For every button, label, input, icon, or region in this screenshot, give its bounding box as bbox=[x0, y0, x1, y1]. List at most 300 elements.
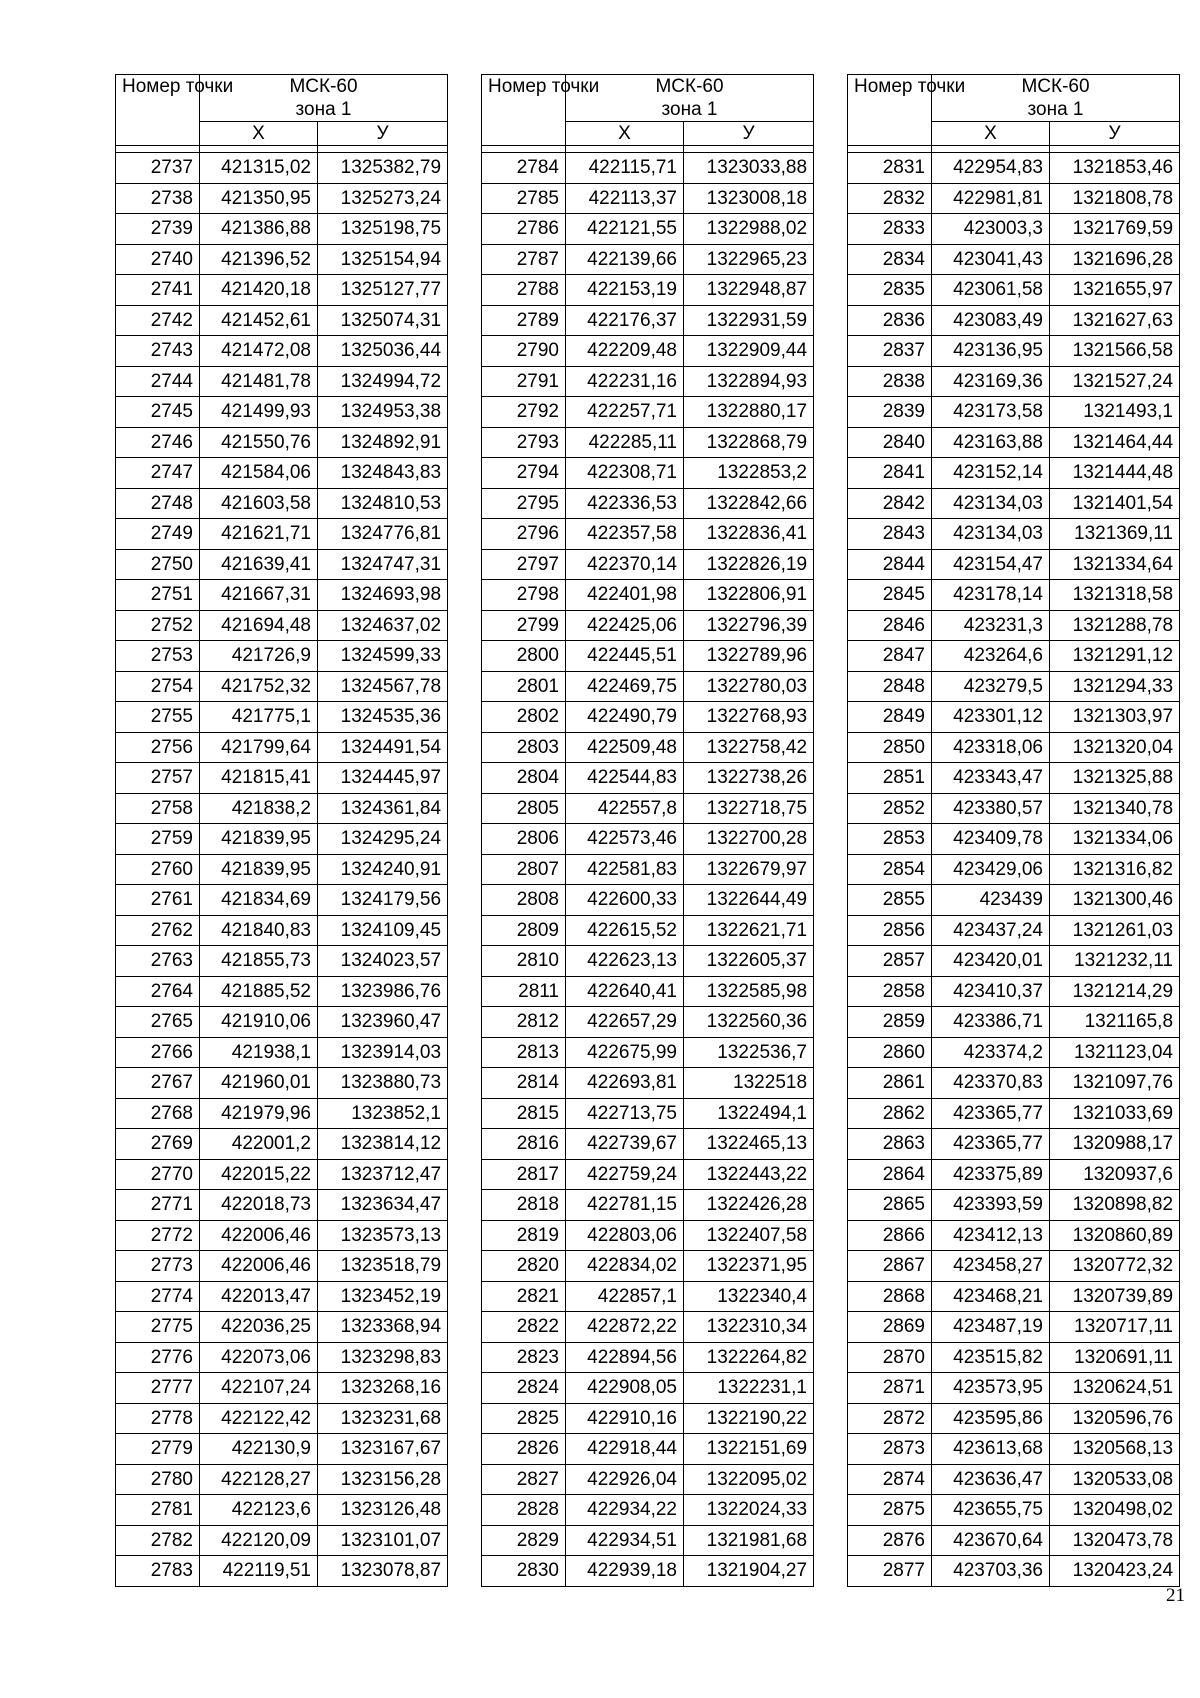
y-coordinate-cell: 1322310,34 bbox=[684, 1312, 814, 1343]
table-row bbox=[482, 1159, 814, 1190]
y-coordinate-cell: 1323573,13 bbox=[318, 1220, 448, 1251]
point-number-cell: 2737 bbox=[116, 153, 200, 184]
table-row bbox=[482, 1190, 814, 1221]
y-coordinate-cell: 1322826,19 bbox=[684, 549, 814, 580]
table-row bbox=[116, 763, 448, 794]
coordinates-table-3 bbox=[847, 74, 1180, 1587]
x-coordinate-cell: 421775,1 bbox=[200, 702, 318, 733]
y-coordinate-cell: 1322585,98 bbox=[684, 976, 814, 1007]
point-number-cell: 2841 bbox=[848, 458, 932, 489]
y-coordinate-cell: 1321340,78 bbox=[1050, 793, 1180, 824]
point-number-cell: 2751 bbox=[116, 580, 200, 611]
y-coordinate-cell: 1322836,41 bbox=[684, 519, 814, 550]
point-number-cell: 2834 bbox=[848, 244, 932, 275]
table-row bbox=[116, 1495, 448, 1526]
point-number-cell: 2861 bbox=[848, 1068, 932, 1099]
y-coordinate-cell: 1322965,23 bbox=[684, 244, 814, 275]
point-number-cell: 2823 bbox=[482, 1342, 566, 1373]
point-number-cell: 2857 bbox=[848, 946, 932, 977]
point-number-cell: 2740 bbox=[116, 244, 200, 275]
table-row bbox=[848, 1251, 1180, 1282]
x-coordinate-cell: 421815,41 bbox=[200, 763, 318, 794]
y-coordinate-cell: 1321316,82 bbox=[1050, 854, 1180, 885]
y-coordinate-cell: 1321303,97 bbox=[1050, 702, 1180, 733]
point-number-cell: 2779 bbox=[116, 1434, 200, 1465]
point-number-cell: 2782 bbox=[116, 1525, 200, 1556]
table-row bbox=[848, 824, 1180, 855]
y-coordinate-cell: 1321853,46 bbox=[1050, 153, 1180, 184]
y-coordinate-cell: 1324953,38 bbox=[318, 397, 448, 428]
table-row bbox=[482, 854, 814, 885]
table-row bbox=[848, 702, 1180, 733]
x-coordinate-cell: 422357,58 bbox=[566, 519, 684, 550]
point-number-cell: 2812 bbox=[482, 1007, 566, 1038]
table-row bbox=[848, 1464, 1180, 1495]
y-coordinate-cell: 1323101,07 bbox=[318, 1525, 448, 1556]
y-coordinate-cell: 1322894,93 bbox=[684, 366, 814, 397]
point-number-cell: 2784 bbox=[482, 153, 566, 184]
x-coordinate-cell: 422013,47 bbox=[200, 1281, 318, 1312]
point-number-cell: 2849 bbox=[848, 702, 932, 733]
x-coordinate-cell: 422176,37 bbox=[566, 305, 684, 336]
x-coordinate-cell: 423458,27 bbox=[932, 1251, 1050, 1282]
y-coordinate-cell: 1324567,78 bbox=[318, 671, 448, 702]
y-coordinate-cell: 1324361,84 bbox=[318, 793, 448, 824]
y-column-header: У bbox=[1050, 122, 1180, 146]
y-coordinate-cell: 1322738,26 bbox=[684, 763, 814, 794]
y-coordinate-cell: 1322789,96 bbox=[684, 641, 814, 672]
table-row bbox=[848, 1403, 1180, 1434]
point-number-cell: 2865 bbox=[848, 1190, 932, 1221]
table-row bbox=[116, 336, 448, 367]
table-row bbox=[848, 1098, 1180, 1129]
y-coordinate-cell: 1320498,02 bbox=[1050, 1495, 1180, 1526]
table-row bbox=[848, 1495, 1180, 1526]
x-coordinate-cell: 423136,95 bbox=[932, 336, 1050, 367]
table-row bbox=[116, 793, 448, 824]
x-coordinate-cell: 422581,83 bbox=[566, 854, 684, 885]
x-coordinate-cell: 422153,19 bbox=[566, 275, 684, 306]
table-row bbox=[116, 458, 448, 489]
coordinate-system-header: МСК-60 зона 1 bbox=[200, 75, 448, 122]
table-row bbox=[482, 1373, 814, 1404]
y-column-header: У bbox=[684, 122, 814, 146]
x-coordinate-cell: 422926,04 bbox=[566, 1464, 684, 1495]
point-number-cell: 2877 bbox=[848, 1556, 932, 1587]
y-coordinate-cell: 1320717,11 bbox=[1050, 1312, 1180, 1343]
y-coordinate-cell: 1322264,82 bbox=[684, 1342, 814, 1373]
table-row bbox=[116, 1037, 448, 1068]
y-coordinate-cell: 1322443,22 bbox=[684, 1159, 814, 1190]
y-coordinate-cell: 1323298,83 bbox=[318, 1342, 448, 1373]
x-coordinate-cell: 423412,13 bbox=[932, 1220, 1050, 1251]
y-coordinate-cell: 1322780,03 bbox=[684, 671, 814, 702]
point-number-cell: 2763 bbox=[116, 946, 200, 977]
x-coordinate-cell: 423169,36 bbox=[932, 366, 1050, 397]
y-coordinate-cell: 1324023,57 bbox=[318, 946, 448, 977]
point-number-cell: 2746 bbox=[116, 427, 200, 458]
point-number-cell: 2792 bbox=[482, 397, 566, 428]
table-row bbox=[848, 244, 1180, 275]
table-row bbox=[482, 275, 814, 306]
spacer-cell bbox=[116, 146, 200, 153]
point-number-cell: 2860 bbox=[848, 1037, 932, 1068]
x-coordinate-cell: 423386,71 bbox=[932, 1007, 1050, 1038]
x-coordinate-cell: 421667,31 bbox=[200, 580, 318, 611]
y-coordinate-cell: 1325127,77 bbox=[318, 275, 448, 306]
y-coordinate-cell: 1321464,44 bbox=[1050, 427, 1180, 458]
y-coordinate-cell: 1324240,91 bbox=[318, 854, 448, 885]
table-row bbox=[482, 1007, 814, 1038]
x-coordinate-cell: 421315,02 bbox=[200, 153, 318, 184]
y-coordinate-cell: 1321033,69 bbox=[1050, 1098, 1180, 1129]
y-coordinate-cell: 1322536,7 bbox=[684, 1037, 814, 1068]
point-number-cell: 2742 bbox=[116, 305, 200, 336]
x-coordinate-cell: 423487,19 bbox=[932, 1312, 1050, 1343]
point-number-cell: 2801 bbox=[482, 671, 566, 702]
y-coordinate-cell: 1322868,79 bbox=[684, 427, 814, 458]
y-coordinate-cell: 1320898,82 bbox=[1050, 1190, 1180, 1221]
point-number-cell: 2753 bbox=[116, 641, 200, 672]
point-number-cell: 2799 bbox=[482, 610, 566, 641]
point-number-cell: 2825 bbox=[482, 1403, 566, 1434]
point-number-cell: 2829 bbox=[482, 1525, 566, 1556]
y-coordinate-cell: 1322605,37 bbox=[684, 946, 814, 977]
point-number-cell: 2786 bbox=[482, 214, 566, 245]
x-coordinate-cell: 422401,98 bbox=[566, 580, 684, 611]
point-number-cell: 2767 bbox=[116, 1068, 200, 1099]
table-row bbox=[482, 1220, 814, 1251]
point-number-cell: 2845 bbox=[848, 580, 932, 611]
point-number-cell: 2795 bbox=[482, 488, 566, 519]
y-coordinate-cell: 1322095,02 bbox=[684, 1464, 814, 1495]
spacer-cell bbox=[318, 146, 448, 153]
x-coordinate-cell: 422908,05 bbox=[566, 1373, 684, 1404]
point-number-cell: 2755 bbox=[116, 702, 200, 733]
y-coordinate-cell: 1321527,24 bbox=[1050, 366, 1180, 397]
x-column-header: Х bbox=[932, 122, 1050, 146]
point-number-cell: 2748 bbox=[116, 488, 200, 519]
x-coordinate-cell: 423429,06 bbox=[932, 854, 1050, 885]
table-row bbox=[116, 153, 448, 184]
point-number-cell: 2776 bbox=[116, 1342, 200, 1373]
table-row bbox=[848, 549, 1180, 580]
table-row bbox=[116, 519, 448, 550]
x-coordinate-cell: 423439 bbox=[932, 885, 1050, 916]
point-number-cell: 2836 bbox=[848, 305, 932, 336]
x-coordinate-cell: 421621,71 bbox=[200, 519, 318, 550]
x-coordinate-cell: 421472,08 bbox=[200, 336, 318, 367]
y-coordinate-cell: 1324693,98 bbox=[318, 580, 448, 611]
point-number-cell: 2830 bbox=[482, 1556, 566, 1587]
y-coordinate-cell: 1323008,18 bbox=[684, 183, 814, 214]
point-number-cell: 2817 bbox=[482, 1159, 566, 1190]
x-coordinate-cell: 423703,36 bbox=[932, 1556, 1050, 1587]
x-coordinate-cell: 421396,52 bbox=[200, 244, 318, 275]
table-body bbox=[116, 146, 448, 1587]
x-coordinate-cell: 421752,32 bbox=[200, 671, 318, 702]
point-number-cell: 2769 bbox=[116, 1129, 200, 1160]
y-coordinate-cell: 1321165,8 bbox=[1050, 1007, 1180, 1038]
y-coordinate-cell: 1325382,79 bbox=[318, 153, 448, 184]
point-number-cell: 2828 bbox=[482, 1495, 566, 1526]
x-coordinate-cell: 423410,37 bbox=[932, 976, 1050, 1007]
point-number-cell: 2854 bbox=[848, 854, 932, 885]
table-row bbox=[116, 1373, 448, 1404]
point-number-cell: 2803 bbox=[482, 732, 566, 763]
y-coordinate-cell: 1321769,59 bbox=[1050, 214, 1180, 245]
y-coordinate-cell: 1321904,27 bbox=[684, 1556, 814, 1587]
y-coordinate-cell: 1321369,11 bbox=[1050, 519, 1180, 550]
table-row bbox=[482, 397, 814, 428]
y-coordinate-cell: 1323231,68 bbox=[318, 1403, 448, 1434]
x-coordinate-cell: 421839,95 bbox=[200, 854, 318, 885]
y-coordinate-cell: 1323156,28 bbox=[318, 1464, 448, 1495]
spacer-cell bbox=[566, 146, 684, 153]
x-coordinate-cell: 421910,06 bbox=[200, 1007, 318, 1038]
x-coordinate-cell: 422073,06 bbox=[200, 1342, 318, 1373]
y-coordinate-cell: 1321097,76 bbox=[1050, 1068, 1180, 1099]
table-row bbox=[482, 244, 814, 275]
table-row bbox=[116, 1342, 448, 1373]
table-row bbox=[482, 183, 814, 214]
point-number-cell: 2840 bbox=[848, 427, 932, 458]
table-row bbox=[116, 946, 448, 977]
y-coordinate-cell: 1321696,28 bbox=[1050, 244, 1180, 275]
table-row bbox=[482, 1495, 814, 1526]
table-row bbox=[116, 1251, 448, 1282]
point-number-cell: 2787 bbox=[482, 244, 566, 275]
y-coordinate-cell: 1320691,11 bbox=[1050, 1342, 1180, 1373]
y-coordinate-cell: 1322718,75 bbox=[684, 793, 814, 824]
table-row bbox=[116, 1007, 448, 1038]
table-row bbox=[482, 732, 814, 763]
table-row bbox=[116, 641, 448, 672]
table-row bbox=[482, 1068, 814, 1099]
table-row bbox=[848, 305, 1180, 336]
x-coordinate-cell: 423061,58 bbox=[932, 275, 1050, 306]
point-number-cell: 2835 bbox=[848, 275, 932, 306]
point-number-cell: 2793 bbox=[482, 427, 566, 458]
point-number-cell: 2875 bbox=[848, 1495, 932, 1526]
point-number-cell: 2770 bbox=[116, 1159, 200, 1190]
point-number-cell: 2775 bbox=[116, 1312, 200, 1343]
spacer-cell bbox=[848, 146, 932, 153]
y-coordinate-cell: 1321444,48 bbox=[1050, 458, 1180, 489]
x-coordinate-cell: 422036,25 bbox=[200, 1312, 318, 1343]
x-coordinate-cell: 422139,66 bbox=[566, 244, 684, 275]
x-coordinate-cell: 422231,16 bbox=[566, 366, 684, 397]
y-coordinate-cell: 1320624,51 bbox=[1050, 1373, 1180, 1404]
point-number-cell: 2855 bbox=[848, 885, 932, 916]
y-coordinate-cell: 1321981,68 bbox=[684, 1525, 814, 1556]
point-number-cell: 2777 bbox=[116, 1373, 200, 1404]
y-coordinate-cell: 1321232,11 bbox=[1050, 946, 1180, 977]
x-coordinate-cell: 422981,81 bbox=[932, 183, 1050, 214]
table-row bbox=[848, 153, 1180, 184]
point-number-cell: 2762 bbox=[116, 915, 200, 946]
y-coordinate-cell: 1322644,49 bbox=[684, 885, 814, 916]
x-coordinate-cell: 423375,89 bbox=[932, 1159, 1050, 1190]
table-row bbox=[482, 976, 814, 1007]
table-row bbox=[116, 1281, 448, 1312]
x-coordinate-cell: 421960,01 bbox=[200, 1068, 318, 1099]
x-coordinate-cell: 422615,52 bbox=[566, 915, 684, 946]
point-number-cell: 2798 bbox=[482, 580, 566, 611]
x-coordinate-cell: 423134,03 bbox=[932, 519, 1050, 550]
table-row bbox=[848, 1220, 1180, 1251]
y-coordinate-cell: 1320772,32 bbox=[1050, 1251, 1180, 1282]
page-number: 21 bbox=[1166, 1585, 1185, 1606]
table-row bbox=[848, 793, 1180, 824]
y-coordinate-cell: 1325273,24 bbox=[318, 183, 448, 214]
table-row bbox=[848, 1190, 1180, 1221]
table-row bbox=[116, 1312, 448, 1343]
point-number-cell: 2856 bbox=[848, 915, 932, 946]
point-number-cell: 2738 bbox=[116, 183, 200, 214]
x-coordinate-cell: 421855,73 bbox=[200, 946, 318, 977]
x-coordinate-cell: 423178,14 bbox=[932, 580, 1050, 611]
table-row bbox=[116, 1556, 448, 1587]
point-number-header: Номер точки bbox=[116, 75, 200, 146]
x-coordinate-cell: 422939,18 bbox=[566, 1556, 684, 1587]
y-coordinate-cell: 1322371,95 bbox=[684, 1251, 814, 1282]
y-coordinate-cell: 1324109,45 bbox=[318, 915, 448, 946]
x-coordinate-cell: 422120,09 bbox=[200, 1525, 318, 1556]
x-coordinate-cell: 422657,29 bbox=[566, 1007, 684, 1038]
point-number-cell: 2844 bbox=[848, 549, 932, 580]
table-row bbox=[482, 641, 814, 672]
x-coordinate-cell: 422509,48 bbox=[566, 732, 684, 763]
table-row bbox=[116, 549, 448, 580]
table-row bbox=[482, 214, 814, 245]
y-coordinate-cell: 1323852,1 bbox=[318, 1098, 448, 1129]
x-coordinate-cell: 421885,52 bbox=[200, 976, 318, 1007]
x-coordinate-cell: 422113,37 bbox=[566, 183, 684, 214]
table-row bbox=[848, 183, 1180, 214]
point-number-cell: 2814 bbox=[482, 1068, 566, 1099]
x-coordinate-cell: 422257,71 bbox=[566, 397, 684, 428]
x-coordinate-cell: 423420,01 bbox=[932, 946, 1050, 977]
x-coordinate-cell: 422910,16 bbox=[566, 1403, 684, 1434]
point-number-cell: 2790 bbox=[482, 336, 566, 367]
table-row bbox=[848, 1434, 1180, 1465]
table-row bbox=[848, 366, 1180, 397]
y-coordinate-cell: 1320568,13 bbox=[1050, 1434, 1180, 1465]
table-row bbox=[482, 427, 814, 458]
coordinate-system-header: МСК-60 зона 1 bbox=[932, 75, 1180, 122]
y-coordinate-cell: 1323167,67 bbox=[318, 1434, 448, 1465]
table-row bbox=[116, 183, 448, 214]
point-number-cell: 2739 bbox=[116, 214, 200, 245]
point-number-cell: 2788 bbox=[482, 275, 566, 306]
y-coordinate-cell: 1321123,04 bbox=[1050, 1037, 1180, 1068]
y-coordinate-cell: 1323078,87 bbox=[318, 1556, 448, 1587]
table-row bbox=[116, 671, 448, 702]
y-coordinate-cell: 1322806,91 bbox=[684, 580, 814, 611]
table-row bbox=[116, 1525, 448, 1556]
table-row bbox=[848, 610, 1180, 641]
y-coordinate-cell: 1324892,91 bbox=[318, 427, 448, 458]
y-coordinate-cell: 1323814,12 bbox=[318, 1129, 448, 1160]
table-row bbox=[482, 1342, 814, 1373]
point-number-cell: 2822 bbox=[482, 1312, 566, 1343]
x-coordinate-cell: 423083,49 bbox=[932, 305, 1050, 336]
point-number-cell: 2759 bbox=[116, 824, 200, 855]
x-coordinate-cell: 422834,02 bbox=[566, 1251, 684, 1282]
x-coordinate-cell: 422370,14 bbox=[566, 549, 684, 580]
spacer-cell bbox=[200, 146, 318, 153]
point-number-cell: 2827 bbox=[482, 1464, 566, 1495]
table-row bbox=[848, 1068, 1180, 1099]
x-coordinate-cell: 422894,56 bbox=[566, 1342, 684, 1373]
table-row bbox=[848, 946, 1180, 977]
y-coordinate-cell: 1322494,1 bbox=[684, 1098, 814, 1129]
point-number-cell: 2806 bbox=[482, 824, 566, 855]
point-number-cell: 2800 bbox=[482, 641, 566, 672]
x-coordinate-cell: 422600,33 bbox=[566, 885, 684, 916]
y-coordinate-cell: 1322426,28 bbox=[684, 1190, 814, 1221]
x-coordinate-cell: 422285,11 bbox=[566, 427, 684, 458]
x-coordinate-cell: 421452,61 bbox=[200, 305, 318, 336]
x-coordinate-cell: 422781,15 bbox=[566, 1190, 684, 1221]
x-coordinate-cell: 421840,83 bbox=[200, 915, 318, 946]
y-coordinate-cell: 1325036,44 bbox=[318, 336, 448, 367]
x-coordinate-cell: 422857,1 bbox=[566, 1281, 684, 1312]
table-row bbox=[482, 1251, 814, 1282]
point-number-cell: 2805 bbox=[482, 793, 566, 824]
table-row bbox=[116, 824, 448, 855]
x-coordinate-cell: 421979,96 bbox=[200, 1098, 318, 1129]
point-number-cell: 2757 bbox=[116, 763, 200, 794]
x-coordinate-cell: 423163,88 bbox=[932, 427, 1050, 458]
y-coordinate-cell: 1323518,79 bbox=[318, 1251, 448, 1282]
point-number-cell: 2869 bbox=[848, 1312, 932, 1343]
y-coordinate-cell: 1324445,97 bbox=[318, 763, 448, 794]
y-coordinate-cell: 1320596,76 bbox=[1050, 1403, 1180, 1434]
x-coordinate-cell: 422115,71 bbox=[566, 153, 684, 184]
y-coordinate-cell: 1321325,88 bbox=[1050, 763, 1180, 794]
table-row bbox=[848, 732, 1180, 763]
point-number-cell: 2846 bbox=[848, 610, 932, 641]
x-coordinate-cell: 422675,99 bbox=[566, 1037, 684, 1068]
y-coordinate-cell: 1321320,04 bbox=[1050, 732, 1180, 763]
point-number-cell: 2819 bbox=[482, 1220, 566, 1251]
y-coordinate-cell: 1324843,83 bbox=[318, 458, 448, 489]
table-row bbox=[482, 1556, 814, 1587]
table-row bbox=[848, 671, 1180, 702]
point-number-cell: 2749 bbox=[116, 519, 200, 550]
y-coordinate-cell: 1323368,94 bbox=[318, 1312, 448, 1343]
table-row bbox=[848, 1342, 1180, 1373]
table-row bbox=[482, 488, 814, 519]
point-number-cell: 2764 bbox=[116, 976, 200, 1007]
y-coordinate-cell: 1320739,89 bbox=[1050, 1281, 1180, 1312]
table-row bbox=[482, 1525, 814, 1556]
table-row bbox=[116, 885, 448, 916]
y-coordinate-cell: 1321300,46 bbox=[1050, 885, 1180, 916]
x-coordinate-cell: 422693,81 bbox=[566, 1068, 684, 1099]
point-number-cell: 2816 bbox=[482, 1129, 566, 1160]
y-coordinate-cell: 1320860,89 bbox=[1050, 1220, 1180, 1251]
x-coordinate-cell: 422119,51 bbox=[200, 1556, 318, 1587]
x-coordinate-cell: 421834,69 bbox=[200, 885, 318, 916]
x-coordinate-cell: 422573,46 bbox=[566, 824, 684, 855]
point-number-cell: 2761 bbox=[116, 885, 200, 916]
table-row bbox=[848, 580, 1180, 611]
table-row bbox=[482, 458, 814, 489]
table-row bbox=[482, 1403, 814, 1434]
